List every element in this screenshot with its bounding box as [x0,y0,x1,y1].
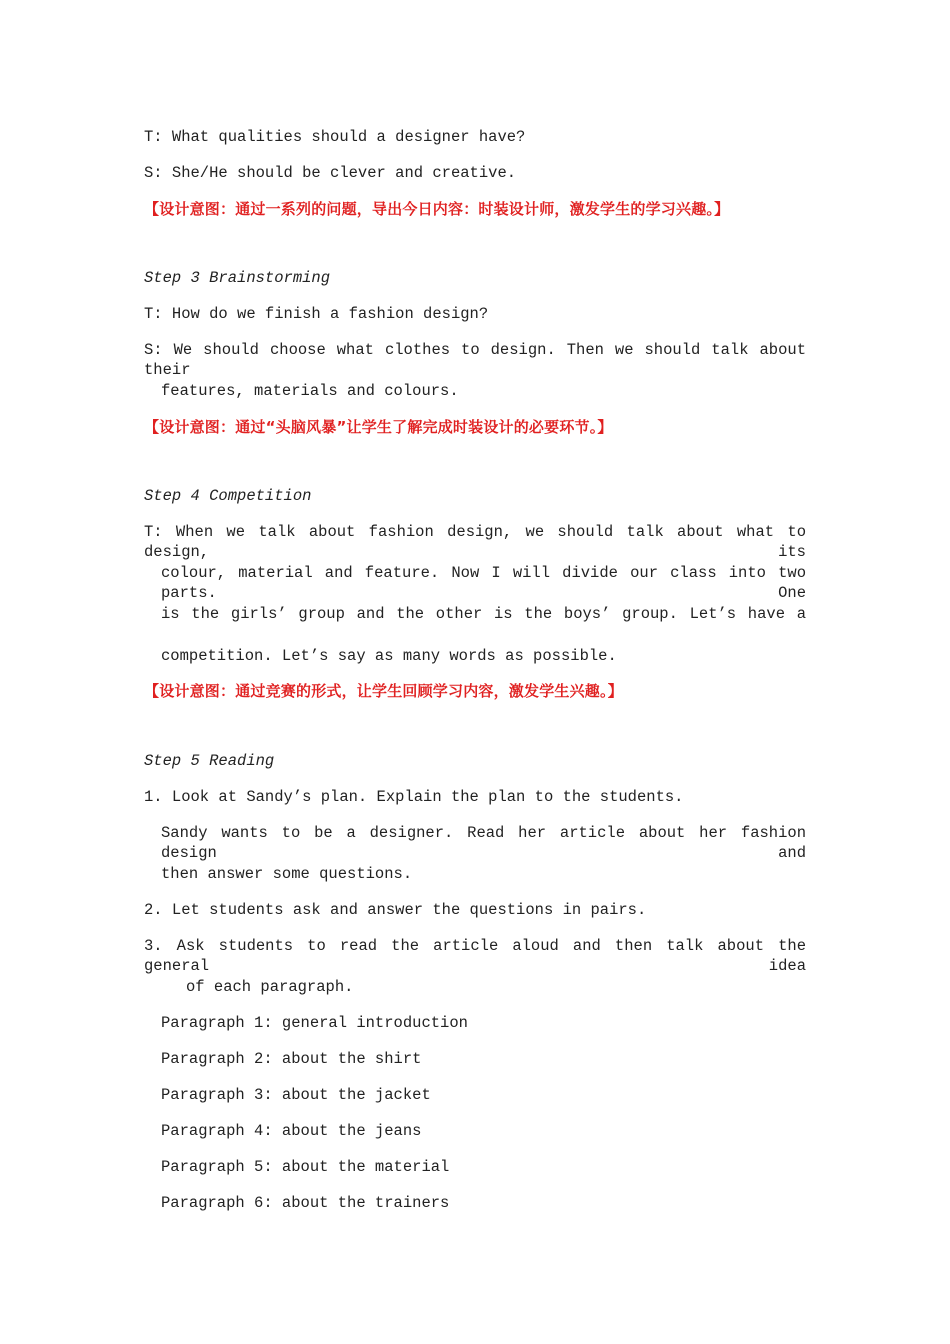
paragraph-summary: Paragraph 2: about the shirt [161,1050,422,1068]
student-answer-line: features, materials and colours. [161,382,459,400]
teacher-instruction-line: competition. Let’s say as many words as possible. [161,647,617,665]
step-5-heading: Step 5 Reading [144,752,275,770]
step-4-heading: Step 4 Competition [144,487,312,505]
list-item-detail: Sandy wants to be a designer. Read her article about her fashion design and [161,824,806,862]
step-3-heading: Step 3 Brainstorming [144,269,331,287]
design-intent-note: 【设计意图：通过“头脑风暴”让学生了解完成时装设计的必要环节。】 [144,418,613,436]
teacher-question: T: What qualities should a designer have? [144,128,526,146]
teacher-instruction-line: T: When we talk about fashion design, we should talk about what to design, its [144,523,806,561]
teacher-instruction-line: colour, material and feature. Now I will divide our class into two parts. One [161,564,806,602]
design-intent-note: 【设计意图：通过竞赛的形式，让学生回顾学习内容，激发学生兴趣。】 [144,682,623,700]
teacher-instruction-line: is the girls’ group and the other is the boys’ group. Let’s have a [161,605,806,623]
teacher-question: T: How do we finish a fashion design? [144,305,489,323]
list-item: 1. Look at Sandy’s plan. Explain the plan to the students. [144,788,684,806]
list-item: 2. Let students ask and answer the questions in pairs. [144,901,647,919]
paragraph-summary: Paragraph 5: about the material [161,1158,450,1176]
paragraph-summary: Paragraph 3: about the jacket [161,1086,431,1104]
student-answer: S: She/He should be clever and creative. [144,164,517,182]
paragraph-summary: Paragraph 6: about the trainers [161,1194,450,1212]
list-item-continuation: of each paragraph. [186,978,354,996]
paragraph-summary: Paragraph 1: general introduction [161,1014,468,1032]
paragraph-summary: Paragraph 4: about the jeans [161,1122,422,1140]
list-item: 3. Ask students to read the article aloud and then talk about the general idea [144,937,806,975]
design-intent-note: 【设计意图：通过一系列的问题，导出今日内容：时装设计师，激发学生的学习兴趣。】 [144,200,730,218]
list-item-detail: then answer some questions. [161,865,413,883]
student-answer-line: S: We should choose what clothes to design. Then we should talk about their [144,341,806,379]
